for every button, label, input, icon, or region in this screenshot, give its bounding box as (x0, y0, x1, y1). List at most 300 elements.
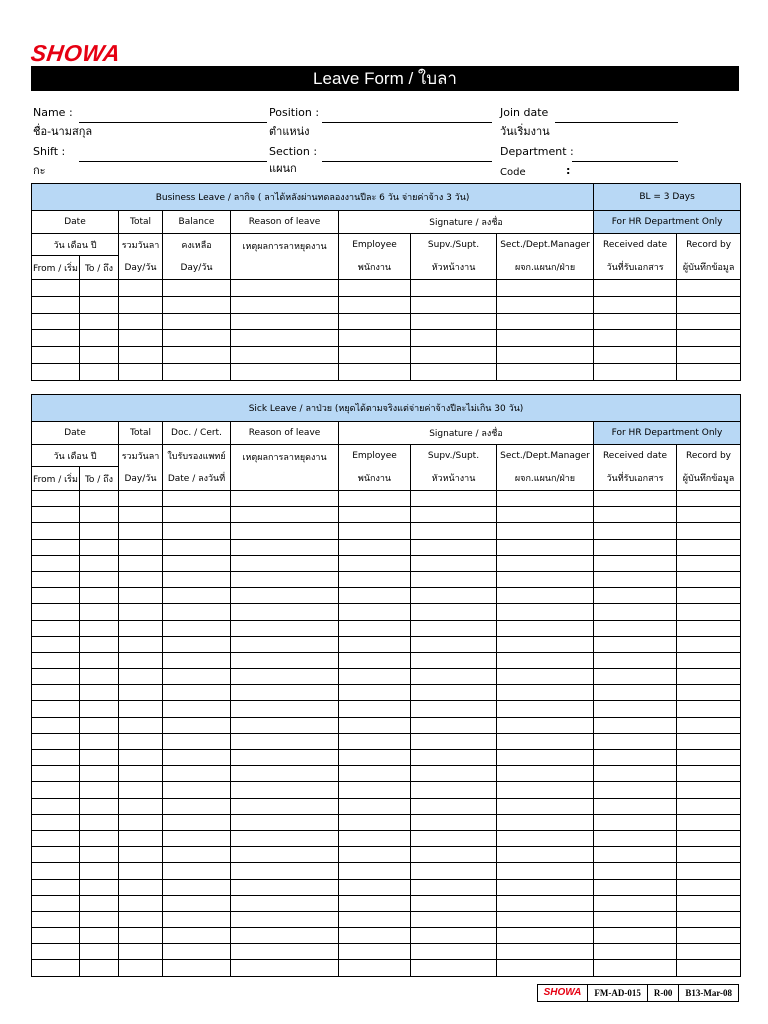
entry-cell[interactable] (231, 798, 339, 814)
entry-cell[interactable] (594, 571, 677, 587)
entry-cell[interactable] (594, 766, 677, 782)
entry-cell[interactable] (497, 960, 594, 976)
entry-cell[interactable] (80, 652, 119, 668)
entry-cell[interactable] (411, 636, 497, 652)
entry-cell[interactable] (80, 523, 119, 539)
entry-cell[interactable] (231, 879, 339, 895)
entry-cell[interactable] (594, 814, 677, 830)
entry-cell[interactable] (119, 733, 163, 749)
entry-cell[interactable] (32, 685, 80, 701)
entry-cell[interactable] (163, 928, 231, 944)
entry-cell[interactable] (119, 523, 163, 539)
entry-cell[interactable] (677, 782, 741, 798)
entry-cell[interactable] (594, 507, 677, 523)
entry-cell[interactable] (497, 798, 594, 814)
entry-cell[interactable] (497, 879, 594, 895)
entry-cell[interactable] (339, 960, 411, 976)
entry-cell[interactable] (80, 636, 119, 652)
entry-cell[interactable] (80, 944, 119, 960)
entry-cell[interactable] (80, 814, 119, 830)
entry-cell[interactable] (339, 347, 411, 364)
entry-cell[interactable] (32, 555, 80, 571)
entry-cell[interactable] (80, 798, 119, 814)
entry-cell[interactable] (411, 491, 497, 507)
entry-cell[interactable] (497, 911, 594, 927)
entry-cell[interactable] (594, 604, 677, 620)
entry-cell[interactable] (411, 717, 497, 733)
entry-cell[interactable] (163, 911, 231, 927)
entry-cell[interactable] (32, 750, 80, 766)
entry-cell[interactable] (80, 539, 119, 555)
entry-cell[interactable] (231, 750, 339, 766)
entry-cell[interactable] (677, 363, 741, 380)
entry-cell[interactable] (32, 895, 80, 911)
entry-cell[interactable] (594, 717, 677, 733)
entry-cell[interactable] (163, 539, 231, 555)
entry-cell[interactable] (594, 620, 677, 636)
entry-cell[interactable] (497, 539, 594, 555)
entry-cell[interactable] (80, 960, 119, 976)
entry-cell[interactable] (231, 895, 339, 911)
entry-cell[interactable] (163, 750, 231, 766)
entry-cell[interactable] (339, 539, 411, 555)
entry-cell[interactable] (677, 733, 741, 749)
entry-cell[interactable] (231, 830, 339, 846)
entry-cell[interactable] (339, 555, 411, 571)
entry-cell[interactable] (32, 928, 80, 944)
entry-cell[interactable] (163, 363, 231, 380)
entry-cell[interactable] (163, 733, 231, 749)
entry-cell[interactable] (677, 555, 741, 571)
entry-cell[interactable] (339, 507, 411, 523)
entry-cell[interactable] (231, 766, 339, 782)
entry-cell[interactable] (231, 782, 339, 798)
entry-cell[interactable] (163, 523, 231, 539)
entry-cell[interactable] (119, 347, 163, 364)
entry-cell[interactable] (497, 685, 594, 701)
entry-cell[interactable] (32, 960, 80, 976)
entry-cell[interactable] (497, 296, 594, 313)
entry-cell[interactable] (497, 313, 594, 330)
entry-cell[interactable] (677, 685, 741, 701)
entry-cell[interactable] (339, 669, 411, 685)
entry-cell[interactable] (119, 685, 163, 701)
entry-cell[interactable] (163, 766, 231, 782)
entry-cell[interactable] (80, 750, 119, 766)
entry-cell[interactable] (231, 523, 339, 539)
entry-cell[interactable] (119, 620, 163, 636)
entry-cell[interactable] (80, 830, 119, 846)
entry-cell[interactable] (119, 928, 163, 944)
entry-cell[interactable] (339, 895, 411, 911)
entry-cell[interactable] (163, 636, 231, 652)
entry-cell[interactable] (594, 733, 677, 749)
entry-cell[interactable] (594, 701, 677, 717)
entry-cell[interactable] (411, 523, 497, 539)
entry-cell[interactable] (594, 280, 677, 297)
entry-cell[interactable] (339, 491, 411, 507)
entry-cell[interactable] (339, 717, 411, 733)
entry-cell[interactable] (163, 555, 231, 571)
entry-cell[interactable] (231, 539, 339, 555)
entry-cell[interactable] (497, 347, 594, 364)
entry-cell[interactable] (594, 588, 677, 604)
entry-cell[interactable] (677, 330, 741, 347)
entry-cell[interactable] (677, 944, 741, 960)
entry-cell[interactable] (231, 863, 339, 879)
entry-cell[interactable] (80, 296, 119, 313)
entry-cell[interactable] (32, 363, 80, 380)
entry-cell[interactable] (594, 539, 677, 555)
entry-cell[interactable] (80, 847, 119, 863)
entry-cell[interactable] (80, 782, 119, 798)
entry-cell[interactable] (231, 685, 339, 701)
entry-cell[interactable] (163, 313, 231, 330)
entry-cell[interactable] (119, 636, 163, 652)
entry-cell[interactable] (32, 604, 80, 620)
entry-cell[interactable] (119, 766, 163, 782)
entry-cell[interactable] (339, 830, 411, 846)
entry-cell[interactable] (594, 944, 677, 960)
entry-cell[interactable] (231, 669, 339, 685)
entry-cell[interactable] (339, 944, 411, 960)
entry-cell[interactable] (119, 717, 163, 733)
entry-cell[interactable] (32, 879, 80, 895)
entry-cell[interactable] (119, 555, 163, 571)
entry-cell[interactable] (339, 782, 411, 798)
entry-cell[interactable] (594, 830, 677, 846)
entry-cell[interactable] (231, 571, 339, 587)
entry-cell[interactable] (163, 652, 231, 668)
entry-cell[interactable] (231, 701, 339, 717)
entry-cell[interactable] (677, 539, 741, 555)
entry-cell[interactable] (411, 814, 497, 830)
entry-cell[interactable] (339, 863, 411, 879)
entry-cell[interactable] (119, 847, 163, 863)
entry-cell[interactable] (119, 669, 163, 685)
entry-cell[interactable] (163, 798, 231, 814)
entry-cell[interactable] (163, 491, 231, 507)
entry-cell[interactable] (119, 280, 163, 297)
entry-cell[interactable] (80, 928, 119, 944)
entry-cell[interactable] (677, 669, 741, 685)
entry-cell[interactable] (594, 296, 677, 313)
entry-cell[interactable] (119, 750, 163, 766)
entry-cell[interactable] (32, 652, 80, 668)
entry-cell[interactable] (594, 750, 677, 766)
entry-cell[interactable] (163, 330, 231, 347)
entry-cell[interactable] (411, 750, 497, 766)
entry-cell[interactable] (119, 944, 163, 960)
entry-cell[interactable] (497, 363, 594, 380)
entry-cell[interactable] (339, 652, 411, 668)
entry-cell[interactable] (497, 280, 594, 297)
entry-cell[interactable] (231, 944, 339, 960)
entry-cell[interactable] (231, 296, 339, 313)
entry-cell[interactable] (32, 620, 80, 636)
entry-cell[interactable] (231, 507, 339, 523)
entry-cell[interactable] (339, 766, 411, 782)
entry-cell[interactable] (80, 669, 119, 685)
entry-cell[interactable] (497, 588, 594, 604)
entry-cell[interactable] (677, 798, 741, 814)
entry-cell[interactable] (163, 347, 231, 364)
entry-cell[interactable] (32, 863, 80, 879)
entry-cell[interactable] (411, 604, 497, 620)
entry-cell[interactable] (411, 782, 497, 798)
entry-cell[interactable] (163, 847, 231, 863)
entry-cell[interactable] (80, 717, 119, 733)
entry-cell[interactable] (80, 620, 119, 636)
entry-cell[interactable] (497, 717, 594, 733)
entry-cell[interactable] (411, 766, 497, 782)
entry-cell[interactable] (163, 895, 231, 911)
entry-cell[interactable] (677, 507, 741, 523)
entry-cell[interactable] (32, 798, 80, 814)
entry-cell[interactable] (411, 652, 497, 668)
entry-cell[interactable] (677, 895, 741, 911)
entry-cell[interactable] (32, 280, 80, 297)
entry-cell[interactable] (163, 685, 231, 701)
entry-cell[interactable] (119, 911, 163, 927)
entry-cell[interactable] (80, 766, 119, 782)
entry-cell[interactable] (339, 604, 411, 620)
entry-cell[interactable] (80, 733, 119, 749)
entry-cell[interactable] (497, 604, 594, 620)
entry-cell[interactable] (163, 814, 231, 830)
entry-cell[interactable] (594, 669, 677, 685)
entry-cell[interactable] (497, 620, 594, 636)
entry-cell[interactable] (677, 620, 741, 636)
entry-cell[interactable] (594, 863, 677, 879)
entry-cell[interactable] (677, 296, 741, 313)
entry-cell[interactable] (677, 847, 741, 863)
entry-cell[interactable] (32, 766, 80, 782)
entry-cell[interactable] (119, 507, 163, 523)
entry-cell[interactable] (231, 491, 339, 507)
entry-cell[interactable] (119, 960, 163, 976)
entry-cell[interactable] (32, 701, 80, 717)
entry-cell[interactable] (231, 733, 339, 749)
entry-cell[interactable] (32, 911, 80, 927)
entry-cell[interactable] (80, 330, 119, 347)
entry-cell[interactable] (594, 363, 677, 380)
entry-cell[interactable] (677, 588, 741, 604)
entry-cell[interactable] (339, 296, 411, 313)
entry-cell[interactable] (497, 555, 594, 571)
entry-cell[interactable] (411, 911, 497, 927)
entry-cell[interactable] (80, 491, 119, 507)
entry-cell[interactable] (80, 604, 119, 620)
entry-cell[interactable] (339, 363, 411, 380)
shift-field[interactable] (79, 161, 267, 162)
entry-cell[interactable] (32, 523, 80, 539)
entry-cell[interactable] (411, 296, 497, 313)
entry-cell[interactable] (119, 652, 163, 668)
entry-cell[interactable] (411, 588, 497, 604)
entry-cell[interactable] (677, 960, 741, 976)
entry-cell[interactable] (231, 588, 339, 604)
entry-cell[interactable] (497, 750, 594, 766)
entry-cell[interactable] (677, 523, 741, 539)
entry-cell[interactable] (677, 491, 741, 507)
entry-cell[interactable] (231, 847, 339, 863)
entry-cell[interactable] (594, 313, 677, 330)
entry-cell[interactable] (339, 911, 411, 927)
entry-cell[interactable] (594, 895, 677, 911)
entry-cell[interactable] (231, 717, 339, 733)
entry-cell[interactable] (339, 280, 411, 297)
entry-cell[interactable] (497, 847, 594, 863)
entry-cell[interactable] (339, 571, 411, 587)
entry-cell[interactable] (339, 928, 411, 944)
entry-cell[interactable] (339, 620, 411, 636)
entry-cell[interactable] (497, 571, 594, 587)
entry-cell[interactable] (32, 814, 80, 830)
entry-cell[interactable] (119, 539, 163, 555)
entry-cell[interactable] (594, 685, 677, 701)
entry-cell[interactable] (80, 701, 119, 717)
entry-cell[interactable] (32, 571, 80, 587)
entry-cell[interactable] (339, 523, 411, 539)
entry-cell[interactable] (32, 669, 80, 685)
entry-cell[interactable] (80, 507, 119, 523)
entry-cell[interactable] (231, 313, 339, 330)
entry-cell[interactable] (339, 588, 411, 604)
entry-cell[interactable] (339, 685, 411, 701)
entry-cell[interactable] (497, 652, 594, 668)
entry-cell[interactable] (32, 296, 80, 313)
entry-cell[interactable] (594, 782, 677, 798)
entry-cell[interactable] (163, 717, 231, 733)
entry-cell[interactable] (119, 296, 163, 313)
entry-cell[interactable] (231, 280, 339, 297)
entry-cell[interactable] (231, 928, 339, 944)
entry-cell[interactable] (411, 539, 497, 555)
entry-cell[interactable] (411, 733, 497, 749)
entry-cell[interactable] (677, 636, 741, 652)
entry-cell[interactable] (80, 313, 119, 330)
entry-cell[interactable] (119, 491, 163, 507)
entry-cell[interactable] (163, 830, 231, 846)
entry-cell[interactable] (411, 879, 497, 895)
entry-cell[interactable] (497, 701, 594, 717)
entry-cell[interactable] (411, 330, 497, 347)
entry-cell[interactable] (677, 863, 741, 879)
entry-cell[interactable] (497, 733, 594, 749)
entry-cell[interactable] (497, 814, 594, 830)
entry-cell[interactable] (119, 895, 163, 911)
entry-cell[interactable] (497, 523, 594, 539)
entry-cell[interactable] (411, 701, 497, 717)
entry-cell[interactable] (497, 507, 594, 523)
entry-cell[interactable] (677, 604, 741, 620)
entry-cell[interactable] (32, 313, 80, 330)
entry-cell[interactable] (119, 814, 163, 830)
entry-cell[interactable] (411, 280, 497, 297)
entry-cell[interactable] (594, 652, 677, 668)
entry-cell[interactable] (119, 798, 163, 814)
entry-cell[interactable] (163, 863, 231, 879)
entry-cell[interactable] (497, 636, 594, 652)
entry-cell[interactable] (411, 685, 497, 701)
entry-cell[interactable] (411, 555, 497, 571)
entry-cell[interactable] (231, 814, 339, 830)
entry-cell[interactable] (231, 330, 339, 347)
entry-cell[interactable] (411, 798, 497, 814)
entry-cell[interactable] (497, 766, 594, 782)
entry-cell[interactable] (339, 814, 411, 830)
entry-cell[interactable] (677, 814, 741, 830)
entry-cell[interactable] (339, 701, 411, 717)
entry-cell[interactable] (80, 863, 119, 879)
entry-cell[interactable] (677, 652, 741, 668)
entry-cell[interactable] (677, 766, 741, 782)
entry-cell[interactable] (411, 620, 497, 636)
entry-cell[interactable] (339, 330, 411, 347)
entry-cell[interactable] (411, 669, 497, 685)
entry-cell[interactable] (80, 588, 119, 604)
join-date-field[interactable] (555, 122, 678, 123)
entry-cell[interactable] (594, 636, 677, 652)
entry-cell[interactable] (32, 847, 80, 863)
entry-cell[interactable] (80, 280, 119, 297)
entry-cell[interactable] (163, 604, 231, 620)
entry-cell[interactable] (677, 701, 741, 717)
entry-cell[interactable] (231, 652, 339, 668)
entry-cell[interactable] (163, 588, 231, 604)
entry-cell[interactable] (497, 830, 594, 846)
position-field[interactable] (322, 122, 492, 123)
entry-cell[interactable] (231, 960, 339, 976)
entry-cell[interactable] (339, 636, 411, 652)
entry-cell[interactable] (411, 830, 497, 846)
entry-cell[interactable] (594, 911, 677, 927)
department-field[interactable] (572, 161, 678, 162)
entry-cell[interactable] (32, 330, 80, 347)
entry-cell[interactable] (497, 782, 594, 798)
name-field[interactable] (79, 122, 267, 123)
entry-cell[interactable] (231, 555, 339, 571)
entry-cell[interactable] (163, 280, 231, 297)
entry-cell[interactable] (32, 782, 80, 798)
entry-cell[interactable] (497, 863, 594, 879)
entry-cell[interactable] (231, 363, 339, 380)
entry-cell[interactable] (80, 347, 119, 364)
entry-cell[interactable] (594, 847, 677, 863)
entry-cell[interactable] (339, 313, 411, 330)
entry-cell[interactable] (32, 491, 80, 507)
entry-cell[interactable] (497, 491, 594, 507)
entry-cell[interactable] (677, 911, 741, 927)
entry-cell[interactable] (677, 830, 741, 846)
entry-cell[interactable] (497, 669, 594, 685)
entry-cell[interactable] (119, 588, 163, 604)
entry-cell[interactable] (32, 717, 80, 733)
entry-cell[interactable] (80, 911, 119, 927)
entry-cell[interactable] (339, 750, 411, 766)
entry-cell[interactable] (163, 701, 231, 717)
entry-cell[interactable] (163, 571, 231, 587)
entry-cell[interactable] (339, 879, 411, 895)
entry-cell[interactable] (32, 830, 80, 846)
entry-cell[interactable] (594, 928, 677, 944)
entry-cell[interactable] (80, 685, 119, 701)
entry-cell[interactable] (497, 330, 594, 347)
entry-cell[interactable] (119, 363, 163, 380)
entry-cell[interactable] (497, 928, 594, 944)
entry-cell[interactable] (594, 879, 677, 895)
